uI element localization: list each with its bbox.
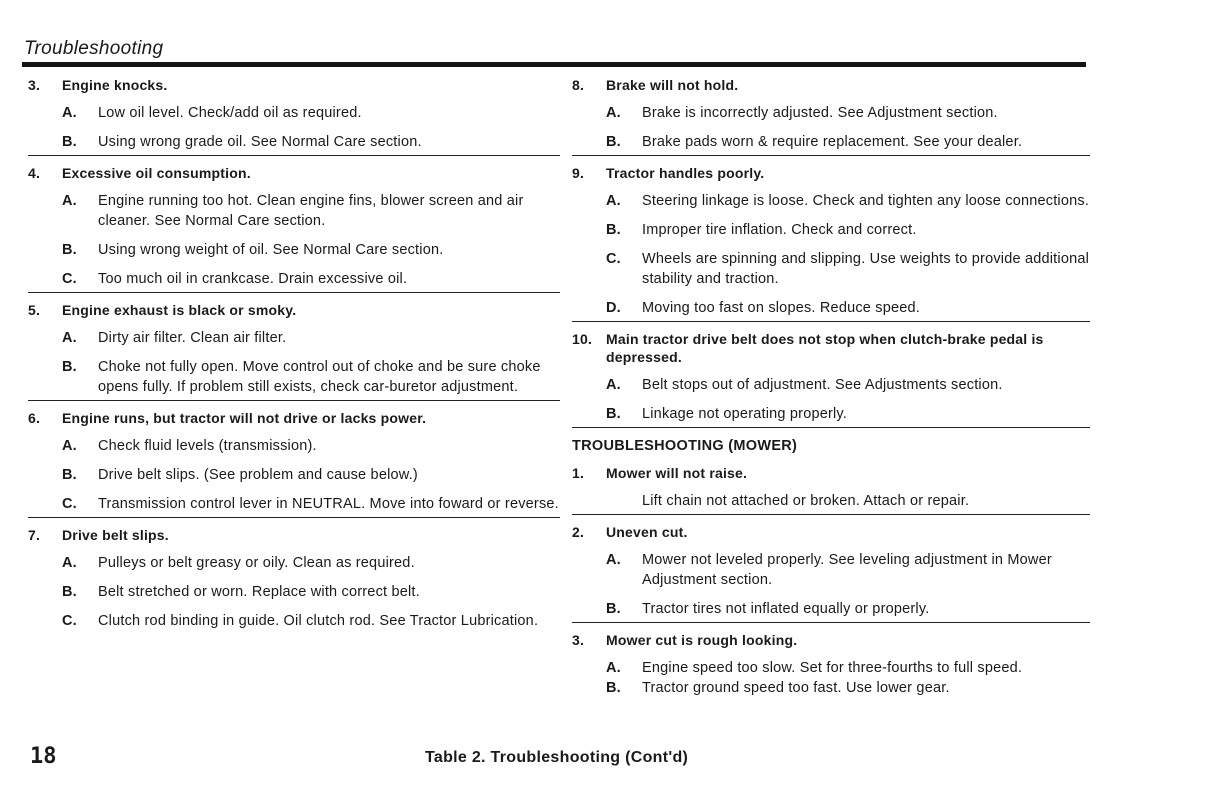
section-title-text: Drive belt slips. [62,527,169,543]
list-item [62,269,560,289]
header-rule [22,62,1086,67]
list-item [642,491,1090,511]
item-letter: A. [62,330,77,346]
item-text: Tractor tires not inflated equally or properly. [642,601,930,617]
list-item [62,191,560,231]
item-text: Transmission control lever in NEUTRAL. Move into foward or reverse. [98,496,559,512]
list-item [606,103,1090,123]
section-number: 7. [28,527,41,543]
section-4 [28,160,560,293]
section-title-text: Main tractor drive belt does not stop when clutch-brake pedal is depressed. [606,331,1044,365]
section-10 [572,326,1090,428]
section-number: 1. [572,465,585,481]
item-letter: A. [62,555,77,571]
item-text: Choke not fully open. Move control out of choke and be sure choke opens fully. If problem still exists, check car-buretor adjustment. [98,359,541,395]
table-caption: Table 2. Troubleshooting (Cont'd) [425,749,689,766]
list-item [606,404,1090,424]
list-item [62,328,560,348]
item-text: Engine running too hot. Clean engine fins, blower screen and air cleaner. See Normal Care section. [98,193,524,229]
right-column [572,72,1090,705]
section-number: 8. [572,77,585,93]
section-title-text: Excessive oil consumption. [62,165,251,181]
list-item [62,103,560,123]
list-item [62,553,560,573]
item-letter: B. [606,601,621,617]
item-text: Using wrong grade oil. See Normal Care section. [98,134,422,150]
item-text: Drive belt slips. (See problem and cause below.) [98,467,418,483]
section-title-text: Tractor handles poorly. [606,165,765,181]
section-title-text: Engine knocks. [62,77,168,93]
list-item [62,357,560,397]
item-letter: B. [606,680,621,696]
left-column [28,72,560,638]
list-item [62,494,560,514]
section-title [572,72,1090,94]
list-item [606,375,1090,395]
item-letter: B. [62,242,77,258]
item-text: Belt stops out of adjustment. See Adjustments section. [642,377,1003,393]
list-item [606,220,1090,240]
item-letter: B. [606,406,621,422]
list-item [606,658,1090,678]
item-text: Improper tire inflation. Check and correct. [642,222,917,238]
item-letter: C. [606,251,621,267]
mower-section-3 [572,627,1090,701]
item-text: Pulleys or belt greasy or oily. Clean as required. [98,555,415,571]
item-text: Dirty air filter. Clean air filter. [98,330,287,346]
section-title [572,160,1090,182]
section-title [572,460,1090,482]
item-letter: A. [62,193,77,209]
section-number: 3. [28,77,41,93]
item-text: Moving too fast on slopes. Reduce speed. [642,300,921,316]
list-item [606,678,1090,698]
list-item [62,582,560,602]
list-item [606,550,1090,590]
section-number: 5. [28,302,41,318]
section-number: 2. [572,524,585,540]
section-title [28,160,560,182]
section-title [28,522,560,544]
item-letter: A. [62,105,77,121]
section-title-text: Engine runs, but tractor will not drive or lacks power. [62,410,427,426]
item-text: Brake is incorrectly adjusted. See Adjustment section. [642,105,998,121]
item-letter: C. [62,496,77,512]
list-item [62,240,560,260]
section-title-text: Brake will not hold. [606,77,739,93]
list-item [62,611,560,631]
section-number: 10. [572,331,593,347]
section-8 [572,72,1090,156]
section-7 [28,522,560,634]
item-letter: B. [606,134,621,150]
section-6 [28,405,560,518]
section-title-text: Mower cut is rough looking. [606,632,798,648]
mower-troubleshooting-heading: TROUBLESHOOTING (MOWER) [572,438,798,454]
section-number: 6. [28,410,41,426]
section-title-text: Uneven cut. [606,524,688,540]
section-9 [572,160,1090,322]
mower-section-2 [572,519,1090,623]
item-text: Using wrong weight of oil. See Normal Care section. [98,242,444,258]
item-letter: A. [606,552,621,568]
item-text: Low oil level. Check/add oil as required. [98,105,362,121]
section-title [572,326,1090,366]
item-text: Engine speed too slow. Set for three-fourths to full speed. [642,660,1023,676]
section-5 [28,297,560,401]
item-letter: B. [62,584,77,600]
section-title-text: Engine exhaust is black or smoky. [62,302,297,318]
section-title [572,519,1090,541]
section-title [28,405,560,427]
item-text: Mower not leveled properly. See leveling adjustment in Mower Adjustment section. [642,552,1052,588]
item-letter: C. [62,613,77,629]
item-text: Check fluid levels (transmission). [98,438,317,454]
section-number: 3. [572,632,585,648]
item-letter: A. [606,105,621,121]
section-3 [28,72,560,156]
item-text: Clutch rod binding in guide. Oil clutch rod. See Tractor Lubrication. [98,613,539,629]
section-number: 9. [572,165,585,181]
item-letter: A. [62,438,77,454]
list-item [62,132,560,152]
item-text: Tractor ground speed too fast. Use lower gear. [642,680,950,696]
item-letter: B. [62,134,77,150]
item-letter: C. [62,271,77,287]
list-item [606,298,1090,318]
item-letter: A. [606,377,621,393]
list-item [606,249,1090,289]
section-title [28,297,560,319]
item-letter: A. [606,193,621,209]
item-text: Linkage not operating properly. [642,406,848,422]
item-text: Too much oil in crankcase. Drain excessive oil. [98,271,408,287]
list-item [606,599,1090,619]
list-item [606,132,1090,152]
mower-section-1 [572,460,1090,515]
item-text: Steering linkage is loose. Check and tighten any loose connections. [642,193,1090,209]
item-letter: B. [62,467,77,483]
list-item [62,436,560,456]
item-letter: B. [606,222,621,238]
item-text: Lift chain not attached or broken. Attach or repair. [642,493,970,509]
section-title-text: Mower will not raise. [606,465,748,481]
item-text: Wheels are spinning and slipping. Use weights to provide additional stability and traction. [642,251,1090,287]
list-item [62,465,560,485]
item-letter: D. [606,300,621,316]
list-item [606,191,1090,211]
section-title [28,72,560,94]
page-number: 18 [30,744,57,769]
section-number: 4. [28,165,41,181]
item-text: Brake pads worn & require replacement. See your dealer. [642,134,1023,150]
item-letter: A. [606,660,621,676]
page-header-title: Troubleshooting [24,38,164,59]
section-title [572,627,1090,649]
item-letter: B. [62,359,77,375]
item-text: Belt stretched or worn. Replace with correct belt. [98,584,420,600]
